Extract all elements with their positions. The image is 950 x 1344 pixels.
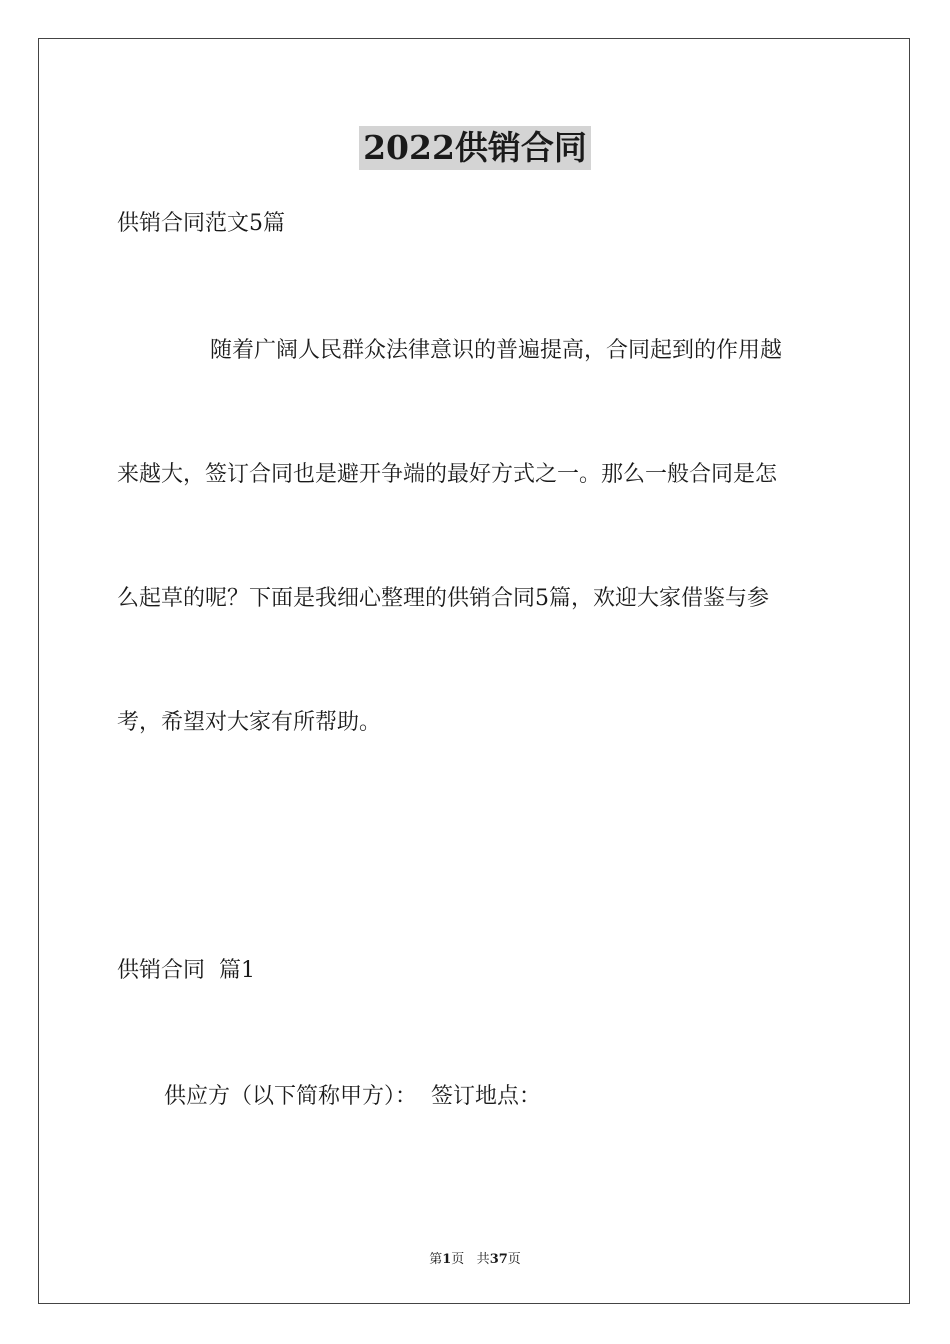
footer-page-suffix: 页 — [451, 1252, 465, 1267]
supplier-line: 供应方（以下简称甲方）： 签订地点： — [164, 1084, 541, 1109]
document-subtitle: 供销合同范文5篇 — [117, 211, 285, 236]
footer-page-prefix: 第 — [429, 1252, 443, 1267]
footer-total-prefix: 共 — [476, 1252, 490, 1267]
footer-total-pages: 37 — [489, 1252, 508, 1267]
title-container — [0, 126, 950, 170]
intro-line-4: 考，希望对大家有所帮助。 — [117, 710, 382, 735]
footer-total-suffix: 页 — [507, 1252, 521, 1267]
document-title: 2022供销合同 — [359, 126, 591, 170]
intro-line-3: 么起草的呢？下面是我细心整理的供销合同5篇，欢迎大家借鉴与参 — [117, 586, 769, 611]
footer-page-number: 1 — [442, 1252, 452, 1267]
intro-line-2: 来越大，签订合同也是避开争端的最好方式之一。那么一般合同是怎 — [117, 462, 778, 487]
section-heading: 供销合同 篇1 — [117, 958, 255, 983]
page-footer — [0, 1248, 950, 1267]
intro-line-1: 随着广阔人民群众法律意识的普遍提高，合同起到的作用越 — [210, 338, 783, 363]
